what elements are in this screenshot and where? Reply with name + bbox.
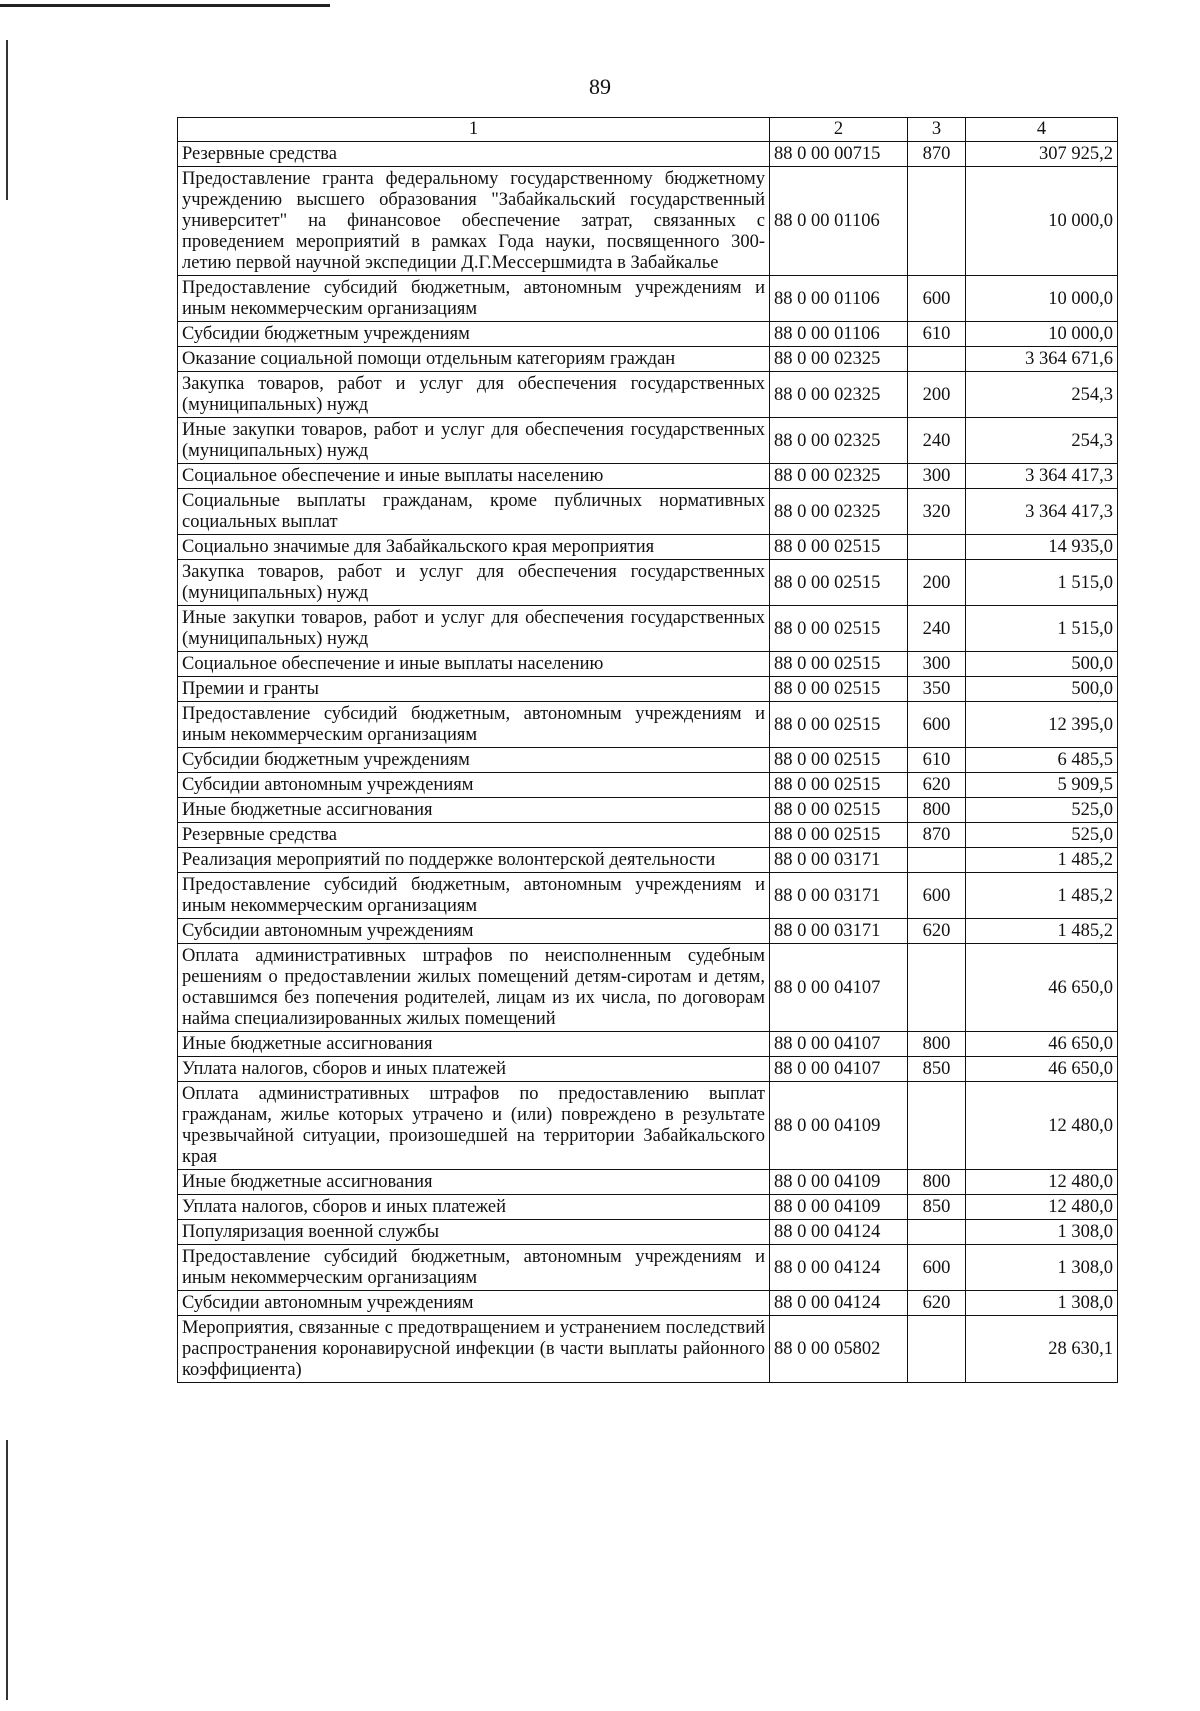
row-code: 88 0 00 02325: [770, 464, 908, 489]
row-type: [908, 1082, 966, 1170]
row-amount: 14 935,0: [966, 535, 1118, 560]
row-name: Субсидии бюджетным учреждениям: [178, 748, 770, 773]
row-amount: 1 308,0: [966, 1291, 1118, 1316]
budget-table: [177, 117, 1118, 1383]
row-type: [908, 167, 966, 276]
row-code: 88 0 00 01106: [770, 167, 908, 276]
row-code: 88 0 00 02515: [770, 677, 908, 702]
row-name: Предоставление субсидий бюджетным, автономным учреждениям и иным некоммерческим организациям: [178, 702, 770, 748]
row-code: 88 0 00 02515: [770, 748, 908, 773]
row-amount: 254,3: [966, 372, 1118, 418]
table-row: [178, 677, 1118, 702]
row-amount: 254,3: [966, 418, 1118, 464]
row-name: Иные бюджетные ассигнования: [178, 798, 770, 823]
row-amount: 500,0: [966, 677, 1118, 702]
scan-edge-left: [6, 40, 8, 200]
row-name: Предоставление субсидий бюджетным, автономным учреждениям и иным некоммерческим организациям: [178, 1245, 770, 1291]
row-code: 88 0 00 04109: [770, 1170, 908, 1195]
table-row: [178, 1245, 1118, 1291]
table-row: [178, 873, 1118, 919]
row-type: 800: [908, 798, 966, 823]
table-row: [178, 464, 1118, 489]
row-type: 600: [908, 702, 966, 748]
table-row: [178, 848, 1118, 873]
row-name: Предоставление гранта федеральному государственному бюджетному учреждению высшего образования "Забайкальский государственный университет" на финансовое обеспечение затрат, связанных с проведением мероприятий в рамках Года науки, посвященного 300-летию первой научной экспедиции Д.Г.Мессершмидта в Забайкалье: [178, 167, 770, 276]
row-name: Уплата налогов, сборов и иных платежей: [178, 1057, 770, 1082]
row-name: Иные бюджетные ассигнования: [178, 1170, 770, 1195]
table-row: [178, 276, 1118, 322]
row-name: Популяризация военной службы: [178, 1220, 770, 1245]
column-header-amount: 4: [966, 118, 1118, 142]
row-code: 88 0 00 04107: [770, 944, 908, 1032]
table-row: [178, 798, 1118, 823]
row-amount: 28 630,1: [966, 1316, 1118, 1383]
table-row: [178, 1291, 1118, 1316]
row-type: 850: [908, 1195, 966, 1220]
row-code: 88 0 00 05802: [770, 1316, 908, 1383]
table-row: [178, 944, 1118, 1032]
row-code: 88 0 00 04124: [770, 1291, 908, 1316]
row-code: 88 0 00 02515: [770, 535, 908, 560]
table-row: [178, 823, 1118, 848]
row-type: 200: [908, 560, 966, 606]
row-type: 800: [908, 1170, 966, 1195]
table-row: [178, 919, 1118, 944]
row-type: 300: [908, 464, 966, 489]
row-amount: 46 650,0: [966, 944, 1118, 1032]
row-name: Предоставление субсидий бюджетным, автономным учреждениям и иным некоммерческим организациям: [178, 276, 770, 322]
row-name: Оказание социальной помощи отдельным категориям граждан: [178, 347, 770, 372]
row-name: Субсидии автономным учреждениям: [178, 1291, 770, 1316]
row-code: 88 0 00 03171: [770, 873, 908, 919]
row-code: 88 0 00 04107: [770, 1057, 908, 1082]
table-row: [178, 1220, 1118, 1245]
row-code: 88 0 00 03171: [770, 919, 908, 944]
table-row: [178, 322, 1118, 347]
row-amount: 12 480,0: [966, 1195, 1118, 1220]
row-code: 88 0 00 01106: [770, 322, 908, 347]
column-header-code: 2: [770, 118, 908, 142]
row-amount: 3 364 417,3: [966, 464, 1118, 489]
row-code: 88 0 00 02325: [770, 489, 908, 535]
row-amount: 10 000,0: [966, 276, 1118, 322]
row-amount: 10 000,0: [966, 322, 1118, 347]
table-row: [178, 773, 1118, 798]
table-row: [178, 535, 1118, 560]
table-row: [178, 560, 1118, 606]
table-row: [178, 748, 1118, 773]
row-code: 88 0 00 04124: [770, 1245, 908, 1291]
table-row: [178, 1082, 1118, 1170]
row-name: Резервные средства: [178, 142, 770, 167]
row-code: 88 0 00 02515: [770, 798, 908, 823]
row-name: Оплата административных штрафов по предоставлению выплат гражданам, жилье которых утрачено и (или) повреждено в результате чрезвычайной ситуации, произошедшей на территории Забайкальского края: [178, 1082, 770, 1170]
row-type: 240: [908, 418, 966, 464]
table-row: [178, 702, 1118, 748]
row-amount: 1 308,0: [966, 1245, 1118, 1291]
row-type: 240: [908, 606, 966, 652]
row-name: Социальное обеспечение и иные выплаты населению: [178, 652, 770, 677]
table-row: [178, 418, 1118, 464]
row-amount: 5 909,5: [966, 773, 1118, 798]
row-type: [908, 535, 966, 560]
row-name: Уплата налогов, сборов и иных платежей: [178, 1195, 770, 1220]
row-name: Реализация мероприятий по поддержке волонтерской деятельности: [178, 848, 770, 873]
row-name: Оплата административных штрафов по неисполненным судебным решениям о предоставлении жилых помещений детям-сиротам и детям, оставшимся без попечения родителей, лицам из их числа, по договорам найма специализированных жилых помещений: [178, 944, 770, 1032]
row-amount: 307 925,2: [966, 142, 1118, 167]
row-name: Социальные выплаты гражданам, кроме публичных нормативных социальных выплат: [178, 489, 770, 535]
row-code: 88 0 00 02515: [770, 702, 908, 748]
row-name: Субсидии бюджетным учреждениям: [178, 322, 770, 347]
table-row: [178, 606, 1118, 652]
row-amount: 12 395,0: [966, 702, 1118, 748]
row-type: [908, 848, 966, 873]
row-amount: 1 515,0: [966, 560, 1118, 606]
row-code: 88 0 00 04107: [770, 1032, 908, 1057]
table-row: [178, 489, 1118, 535]
table-row: [178, 167, 1118, 276]
row-name: Субсидии автономным учреждениям: [178, 773, 770, 798]
row-type: 870: [908, 823, 966, 848]
row-type: 600: [908, 276, 966, 322]
row-amount: 46 650,0: [966, 1032, 1118, 1057]
row-name: Закупка товаров, работ и услуг для обеспечения государственных (муниципальных) нужд: [178, 372, 770, 418]
row-code: 88 0 00 03171: [770, 848, 908, 873]
row-type: 200: [908, 372, 966, 418]
row-name: Иные закупки товаров, работ и услуг для обеспечения государственных (муниципальных) нужд: [178, 606, 770, 652]
table-body: [178, 142, 1118, 1383]
row-amount: 1 485,2: [966, 873, 1118, 919]
column-header-type: 3: [908, 118, 966, 142]
row-type: 300: [908, 652, 966, 677]
row-code: 88 0 00 04124: [770, 1220, 908, 1245]
row-name: Премии и гранты: [178, 677, 770, 702]
row-amount: 500,0: [966, 652, 1118, 677]
row-name: Иные бюджетные ассигнования: [178, 1032, 770, 1057]
row-amount: 10 000,0: [966, 167, 1118, 276]
row-amount: 6 485,5: [966, 748, 1118, 773]
scan-edge-top: [0, 4, 330, 7]
table-row: [178, 142, 1118, 167]
page-number: 89: [589, 74, 611, 99]
row-name: Резервные средства: [178, 823, 770, 848]
row-amount: 1 308,0: [966, 1220, 1118, 1245]
table-row: [178, 1057, 1118, 1082]
row-type: [908, 347, 966, 372]
row-name: Мероприятия, связанные с предотвращением и устранением последствий распространения коронавирусной инфекции (в части выплаты районного коэффициента): [178, 1316, 770, 1383]
row-code: 88 0 00 02515: [770, 560, 908, 606]
row-name: Иные закупки товаров, работ и услуг для обеспечения государственных (муниципальных) нужд: [178, 418, 770, 464]
row-type: [908, 1316, 966, 1383]
row-type: 850: [908, 1057, 966, 1082]
row-code: 88 0 00 02515: [770, 606, 908, 652]
row-amount: 525,0: [966, 823, 1118, 848]
row-code: 88 0 00 02325: [770, 347, 908, 372]
row-type: 870: [908, 142, 966, 167]
row-amount: 46 650,0: [966, 1057, 1118, 1082]
row-type: [908, 944, 966, 1032]
row-code: 88 0 00 02325: [770, 372, 908, 418]
row-code: 88 0 00 02515: [770, 773, 908, 798]
row-code: 88 0 00 02325: [770, 418, 908, 464]
row-amount: 12 480,0: [966, 1170, 1118, 1195]
row-type: 800: [908, 1032, 966, 1057]
table-row: [178, 347, 1118, 372]
row-type: 610: [908, 748, 966, 773]
row-amount: 12 480,0: [966, 1082, 1118, 1170]
row-type: 620: [908, 919, 966, 944]
row-code: 88 0 00 01106: [770, 276, 908, 322]
row-amount: 3 364 671,6: [966, 347, 1118, 372]
row-type: 350: [908, 677, 966, 702]
row-code: 88 0 00 02515: [770, 823, 908, 848]
row-type: 320: [908, 489, 966, 535]
row-amount: 1 485,2: [966, 919, 1118, 944]
row-name: Социальное обеспечение и иные выплаты населению: [178, 464, 770, 489]
row-code: 88 0 00 04109: [770, 1195, 908, 1220]
row-amount: 1 515,0: [966, 606, 1118, 652]
table-row: [178, 372, 1118, 418]
row-name: Закупка товаров, работ и услуг для обеспечения государственных (муниципальных) нужд: [178, 560, 770, 606]
column-header-name: 1: [178, 118, 770, 142]
row-code: 88 0 00 04109: [770, 1082, 908, 1170]
row-amount: 3 364 417,3: [966, 489, 1118, 535]
table-row: [178, 1195, 1118, 1220]
row-type: 620: [908, 1291, 966, 1316]
row-type: 600: [908, 873, 966, 919]
row-type: 610: [908, 322, 966, 347]
table-row: [178, 652, 1118, 677]
row-name: Предоставление субсидий бюджетным, автономным учреждениям и иным некоммерческим организациям: [178, 873, 770, 919]
table-row: [178, 1170, 1118, 1195]
row-name: Социально значимые для Забайкальского края мероприятия: [178, 535, 770, 560]
table-row: [178, 1316, 1118, 1383]
row-code: 88 0 00 00715: [770, 142, 908, 167]
row-name: Субсидии автономным учреждениям: [178, 919, 770, 944]
row-type: [908, 1220, 966, 1245]
row-type: 620: [908, 773, 966, 798]
table-header-row: [178, 118, 1118, 142]
row-amount: 1 485,2: [966, 848, 1118, 873]
table-row: [178, 1032, 1118, 1057]
row-type: 600: [908, 1245, 966, 1291]
row-code: 88 0 00 02515: [770, 652, 908, 677]
scan-edge-left-lower: [6, 1440, 8, 1700]
row-amount: 525,0: [966, 798, 1118, 823]
